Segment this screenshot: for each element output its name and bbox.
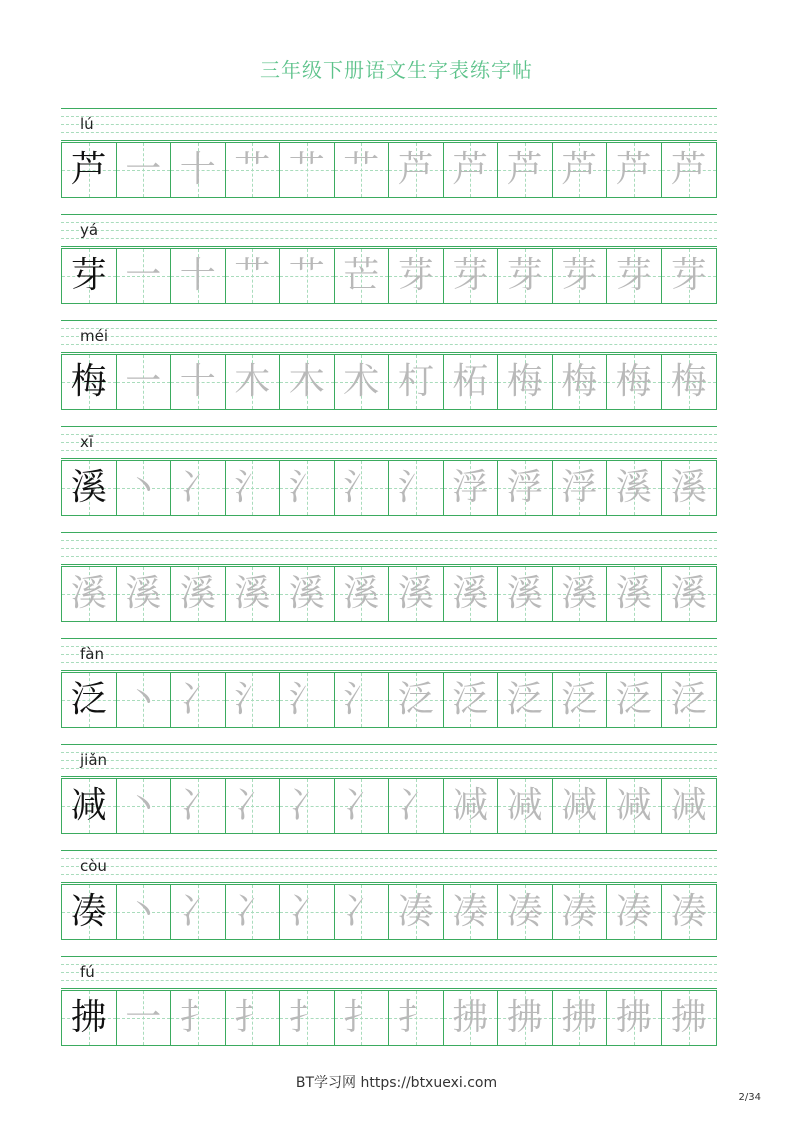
trace-character: 一 [125, 149, 162, 190]
grid-cell [498, 249, 553, 303]
grid-cell [280, 461, 335, 515]
grid-cell [498, 779, 553, 833]
trace-character: 拂 [561, 997, 598, 1038]
model-character: 凑 [70, 891, 107, 932]
grid-cell [171, 461, 226, 515]
tianzige-grid [61, 672, 717, 728]
trace-character: 氵 [288, 467, 325, 508]
page-number: 2/34 [738, 1092, 761, 1103]
trace-character: 氵 [288, 679, 325, 720]
grid-cell [280, 249, 335, 303]
grid-cell [335, 885, 390, 939]
grid-cell [280, 567, 335, 621]
trace-character: 溪 [234, 573, 271, 614]
grid-cell [389, 355, 444, 409]
grid-cell [553, 143, 608, 197]
practice-row [61, 744, 717, 826]
trace-character: 十 [179, 149, 216, 190]
practice-row [61, 426, 717, 508]
trace-character: 减 [670, 785, 707, 826]
trace-character: 溪 [615, 467, 652, 508]
grid-cell [335, 461, 390, 515]
trace-character: 氵 [343, 679, 380, 720]
grid-cell [117, 461, 172, 515]
tianzige-grid [61, 354, 717, 410]
grid-cell [117, 249, 172, 303]
grid-cell [498, 355, 553, 409]
trace-character: 木 [288, 361, 325, 402]
trace-character: 艹 [343, 149, 380, 190]
trace-character: 氵 [343, 467, 380, 508]
trace-character: 芽 [670, 255, 707, 296]
grid-cell [117, 885, 172, 939]
grid-cell [335, 143, 390, 197]
grid-cell [226, 885, 281, 939]
grid-cell [389, 991, 444, 1045]
tianzige-grid [61, 248, 717, 304]
trace-character: 减 [506, 785, 543, 826]
trace-character: 芦 [452, 149, 489, 190]
grid-cell [280, 673, 335, 727]
grid-cell [662, 885, 717, 939]
trace-character: 扌 [288, 997, 325, 1038]
trace-character: 凑 [561, 891, 598, 932]
grid-cell [280, 779, 335, 833]
trace-character: 减 [561, 785, 598, 826]
page-title: 三年级下册语文生字表练字帖 [260, 58, 533, 82]
trace-character: 一 [125, 361, 162, 402]
model-character: 拂 [70, 997, 107, 1038]
trace-character: 冫 [179, 679, 216, 720]
trace-character: 芦 [561, 149, 598, 190]
practice-row [61, 956, 717, 1038]
grid-cell [226, 673, 281, 727]
trace-character: 艹 [288, 255, 325, 296]
trace-character: 冫 [343, 785, 380, 826]
trace-character: 艹 [234, 149, 271, 190]
grid-cell [498, 461, 553, 515]
trace-character: 芽 [506, 255, 543, 296]
trace-character: 凑 [452, 891, 489, 932]
model-character: 溪 [70, 467, 107, 508]
trace-character: 梅 [670, 361, 707, 402]
grid-cell [553, 461, 608, 515]
trace-character: 溪 [179, 573, 216, 614]
grid-cell [62, 885, 117, 939]
grid-cell [662, 779, 717, 833]
grid-cell [335, 567, 390, 621]
grid-cell [553, 991, 608, 1045]
practice-row [61, 850, 717, 932]
trace-character: 艹 [288, 149, 325, 190]
grid-cell [62, 355, 117, 409]
grid-cell [226, 779, 281, 833]
trace-character: 扌 [343, 997, 380, 1038]
trace-character: 芽 [397, 255, 434, 296]
grid-cell [553, 355, 608, 409]
grid-cell [62, 567, 117, 621]
pinyin-label: fàn [80, 645, 104, 663]
grid-cell [444, 567, 499, 621]
grid-cell [607, 885, 662, 939]
trace-character: 浮 [452, 467, 489, 508]
grid-cell [607, 461, 662, 515]
trace-character: 梅 [506, 361, 543, 402]
trace-character: 拂 [452, 997, 489, 1038]
grid-cell [607, 355, 662, 409]
pinyin-label: còu [80, 857, 107, 875]
trace-character: 溪 [70, 573, 107, 614]
grid-cell [498, 885, 553, 939]
grid-cell [607, 143, 662, 197]
grid-cell [62, 249, 117, 303]
grid-cell [117, 673, 172, 727]
trace-character: 冫 [343, 891, 380, 932]
trace-character: 冫 [397, 785, 434, 826]
grid-cell [389, 567, 444, 621]
tianzige-grid [61, 460, 717, 516]
trace-character: 十 [179, 361, 216, 402]
pinyin-label: méi [80, 327, 109, 345]
grid-cell [444, 885, 499, 939]
grid-cell [444, 779, 499, 833]
grid-cell [280, 885, 335, 939]
tianzige-grid [61, 778, 717, 834]
trace-character: 丶 [125, 467, 162, 508]
grid-cell [117, 779, 172, 833]
pinyin-band [61, 214, 717, 246]
trace-character: 丶 [125, 679, 162, 720]
practice-row [61, 638, 717, 720]
grid-cell [662, 567, 717, 621]
trace-character: 泛 [670, 679, 707, 720]
trace-character: 扌 [234, 997, 271, 1038]
grid-cell [62, 673, 117, 727]
grid-cell [389, 143, 444, 197]
model-character: 减 [70, 785, 107, 826]
trace-character: 凑 [506, 891, 543, 932]
grid-cell [335, 991, 390, 1045]
trace-character: 芽 [452, 255, 489, 296]
trace-character: 冫 [234, 891, 271, 932]
pinyin-label: xī [80, 433, 94, 451]
trace-character: 丶 [125, 785, 162, 826]
grid-cell [389, 461, 444, 515]
grid-cell [117, 143, 172, 197]
grid-cell [226, 461, 281, 515]
grid-cell [335, 673, 390, 727]
tianzige-grid [61, 566, 717, 622]
grid-cell [62, 991, 117, 1045]
trace-character: 减 [615, 785, 652, 826]
grid-cell [280, 143, 335, 197]
model-character: 泛 [70, 679, 107, 720]
grid-cell [226, 567, 281, 621]
pinyin-label: fú [80, 963, 95, 981]
grid-cell [662, 673, 717, 727]
grid-cell [389, 885, 444, 939]
trace-character: 溪 [125, 573, 162, 614]
pinyin-band [61, 532, 717, 564]
grid-cell [444, 461, 499, 515]
grid-cell [335, 779, 390, 833]
tianzige-grid [61, 990, 717, 1046]
grid-cell [335, 355, 390, 409]
trace-character: 浮 [506, 467, 543, 508]
grid-cell [607, 779, 662, 833]
trace-character: 溪 [670, 573, 707, 614]
trace-character: 芦 [670, 149, 707, 190]
trace-character: 拂 [670, 997, 707, 1038]
trace-character: 冫 [288, 891, 325, 932]
trace-character: 芒 [343, 255, 380, 296]
footer-site: BT学习网 https://btxuexi.com [295, 1075, 498, 1091]
grid-cell [662, 249, 717, 303]
trace-character: 溪 [506, 573, 543, 614]
grid-cell [117, 567, 172, 621]
trace-character: 木 [234, 361, 271, 402]
pinyin-band [61, 744, 717, 776]
pinyin-band [61, 850, 717, 882]
trace-character: 泛 [452, 679, 489, 720]
model-character: 梅 [70, 361, 107, 402]
trace-character: 朾 [397, 361, 434, 402]
trace-character: 艹 [234, 255, 271, 296]
practice-row [61, 320, 717, 402]
trace-character: 冫 [288, 785, 325, 826]
trace-character: 氵 [397, 467, 434, 508]
trace-character: 泛 [561, 679, 598, 720]
grid-cell [444, 673, 499, 727]
trace-character: 浮 [561, 467, 598, 508]
grid-cell [553, 885, 608, 939]
pinyin-band [61, 320, 717, 352]
grid-cell [607, 991, 662, 1045]
trace-character: 泛 [506, 679, 543, 720]
grid-cell [226, 355, 281, 409]
tianzige-grid [61, 884, 717, 940]
trace-character: 冫 [179, 785, 216, 826]
grid-cell [389, 249, 444, 303]
trace-character: 泛 [397, 679, 434, 720]
grid-cell [607, 673, 662, 727]
trace-character: 扌 [179, 997, 216, 1038]
pinyin-label: jiǎn [80, 751, 108, 769]
grid-cell [171, 143, 226, 197]
grid-cell [389, 673, 444, 727]
grid-cell [498, 673, 553, 727]
pinyin-band [61, 638, 717, 670]
grid-cell [553, 567, 608, 621]
practice-row [61, 214, 717, 296]
trace-character: 芦 [615, 149, 652, 190]
pinyin-band [61, 956, 717, 988]
grid-cell [553, 249, 608, 303]
trace-character: 溪 [397, 573, 434, 614]
grid-cell [171, 885, 226, 939]
practice-row [61, 108, 717, 190]
grid-cell [171, 355, 226, 409]
grid-cell [444, 143, 499, 197]
trace-character: 柘 [452, 361, 489, 402]
trace-character: 一 [125, 997, 162, 1038]
grid-cell [498, 567, 553, 621]
trace-character: 减 [452, 785, 489, 826]
trace-character: 术 [343, 361, 380, 402]
grid-cell [444, 355, 499, 409]
trace-character: 芦 [506, 149, 543, 190]
grid-cell [280, 991, 335, 1045]
grid-cell [607, 567, 662, 621]
grid-cell [444, 249, 499, 303]
pinyin-label: lú [80, 115, 94, 133]
trace-character: 凑 [615, 891, 652, 932]
grid-cell [662, 461, 717, 515]
pinyin-band [61, 426, 717, 458]
trace-character: 一 [125, 255, 162, 296]
grid-cell [553, 673, 608, 727]
model-character: 芽 [70, 255, 107, 296]
grid-cell [117, 991, 172, 1045]
trace-character: 拂 [506, 997, 543, 1038]
grid-cell [171, 567, 226, 621]
trace-character: 芽 [615, 255, 652, 296]
grid-cell [553, 779, 608, 833]
grid-cell [171, 779, 226, 833]
grid-cell [171, 249, 226, 303]
trace-character: 溪 [615, 573, 652, 614]
trace-character: 丶 [125, 891, 162, 932]
grid-cell [607, 249, 662, 303]
grid-cell [62, 143, 117, 197]
grid-cell [444, 991, 499, 1045]
tianzige-grid [61, 142, 717, 198]
grid-cell [226, 249, 281, 303]
pinyin-label: yá [80, 221, 99, 239]
grid-cell [171, 991, 226, 1045]
grid-cell [171, 673, 226, 727]
trace-character: 泛 [615, 679, 652, 720]
trace-character: 梅 [561, 361, 598, 402]
trace-character: 冫 [179, 891, 216, 932]
trace-character: 氵 [234, 679, 271, 720]
grid-cell [498, 991, 553, 1045]
trace-character: 梅 [615, 361, 652, 402]
grid-cell [280, 355, 335, 409]
grid-cell [62, 779, 117, 833]
trace-character: 拂 [615, 997, 652, 1038]
trace-character: 十 [179, 255, 216, 296]
grid-cell [662, 991, 717, 1045]
grid-cell [226, 143, 281, 197]
grid-cell [662, 143, 717, 197]
trace-character: 扌 [397, 997, 434, 1038]
trace-character: 氵 [234, 467, 271, 508]
trace-character: 溪 [670, 467, 707, 508]
trace-character: 冫 [179, 467, 216, 508]
trace-character: 芦 [397, 149, 434, 190]
pinyin-band [61, 108, 717, 140]
grid-cell [389, 779, 444, 833]
model-character: 芦 [70, 149, 107, 190]
grid-cell [498, 143, 553, 197]
grid-cell [117, 355, 172, 409]
trace-character: 凑 [670, 891, 707, 932]
grid-cell [62, 461, 117, 515]
practice-row [61, 532, 717, 614]
trace-character: 冫 [234, 785, 271, 826]
grid-cell [335, 249, 390, 303]
trace-character: 溪 [452, 573, 489, 614]
trace-character: 芽 [561, 255, 598, 296]
trace-character: 凑 [397, 891, 434, 932]
trace-character: 溪 [343, 573, 380, 614]
trace-character: 溪 [288, 573, 325, 614]
grid-cell [226, 991, 281, 1045]
grid-cell [662, 355, 717, 409]
trace-character: 溪 [561, 573, 598, 614]
